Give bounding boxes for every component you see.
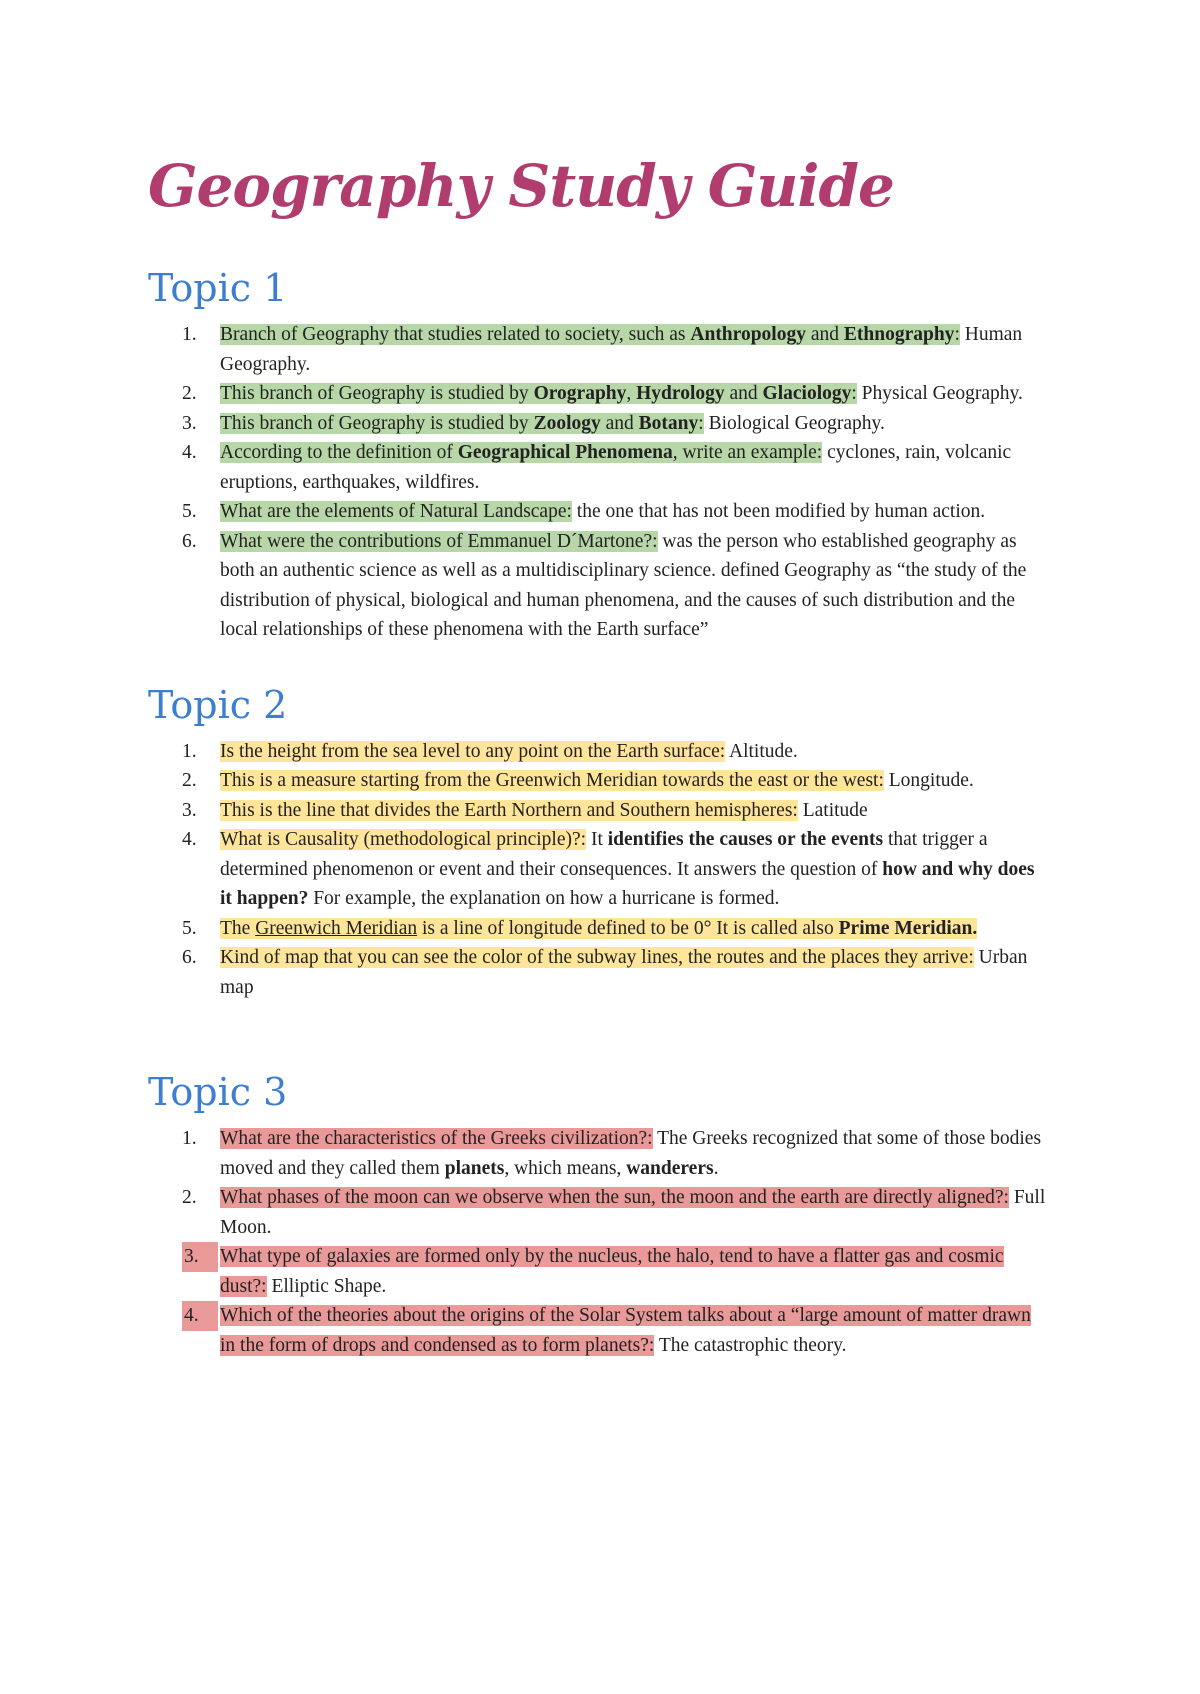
- answer-text: Human Geography.: [220, 324, 1023, 375]
- question-list: [148, 320, 1050, 645]
- question-highlight: What is Causality (methodological principle)?:: [220, 829, 587, 850]
- list-item: [148, 1124, 1050, 1183]
- item-number: 4.: [182, 829, 197, 850]
- question-highlight: According to the definition of Geographical Phenomena, write an example:: [220, 442, 823, 463]
- item-number: 3.: [182, 799, 197, 821]
- answer-text: Longitude.: [883, 770, 974, 791]
- item-number: 6.: [182, 530, 197, 552]
- list-item: [148, 737, 1050, 767]
- topic-heading: Topic 3: [148, 1070, 288, 1114]
- topic-heading: Topic 1: [148, 266, 288, 310]
- item-number: 1.: [182, 324, 197, 345]
- item-number: 4.: [182, 442, 197, 463]
- item-number: 2.: [182, 770, 197, 791]
- question-highlight: This is a measure starting from the Greenwich Meridian towards the east or the west:: [220, 770, 884, 791]
- item-number: 1.: [182, 740, 197, 762]
- question-highlight: Branch of Geography that studies related to society, such as Anthropology and Ethnography:: [220, 324, 960, 345]
- item-number: 2.: [182, 1187, 197, 1208]
- question-highlight: What are the elements of Natural Landscape:: [220, 501, 572, 522]
- list-item: [148, 1183, 1050, 1242]
- list-item: [148, 527, 1050, 645]
- list-item: [148, 497, 1050, 527]
- item-number: 1.: [182, 1128, 197, 1149]
- answer-text: It identifies the causes or the events that trigger a determined phenomenon or event and their consequences. It answers the question of how and why does it happen? For example, the explanation on how a hurricane is formed.: [220, 829, 1035, 909]
- question-highlight: This branch of Geography is studied by Orography, Hydrology and Glaciology:: [220, 383, 857, 404]
- item-number: 6.: [182, 947, 197, 968]
- answer-text: cyclones, rain, volcanic eruptions, earthquakes, wildfires.: [220, 442, 1012, 493]
- question-list: [148, 1124, 1050, 1360]
- list-item: [148, 438, 1050, 497]
- topic-section-3: [148, 1068, 1050, 1360]
- list-item: [148, 943, 1050, 1002]
- answer-text: was the person who established geography as both an authentic science as well as a multidisciplinary science. defined Geography as “the study of the distribution of physical, biological and human phenomena, and the causes of such distribution and the local relationships of these phenomena with the Earth surface”: [220, 530, 1027, 640]
- item-number: 3.: [182, 1242, 218, 1272]
- question-highlight: What phases of the moon can we observe when the sun, the moon and the earth are directly aligned?:: [220, 1187, 1009, 1208]
- answer-text: Full Moon.: [220, 1187, 1046, 1238]
- topic-section-1: [148, 264, 1050, 645]
- item-number: 3.: [182, 412, 197, 434]
- answer-text: Urban map: [220, 947, 1028, 998]
- answer-text: Altitude.: [725, 740, 798, 762]
- list-item: [148, 914, 1050, 944]
- answer-text: the one that has not been modified by human action.: [571, 501, 986, 522]
- list-item: [148, 766, 1050, 796]
- question-highlight: What are the characteristics of the Greeks civilization?:: [220, 1128, 653, 1149]
- question-highlight: What were the contributions of Emmanuel D´Martone?:: [220, 530, 658, 552]
- question-highlight: Is the height from the sea level to any point on the Earth surface:: [220, 740, 726, 762]
- question-highlight: Which of the theories about the origins of the Solar System talks about a “large amount of matter drawn in the form of drops and condensed as to form planets?:: [220, 1305, 1031, 1356]
- item-number: 4.: [182, 1301, 218, 1331]
- question-highlight: This is the line that divides the Earth Northern and Southern hemispheres:: [220, 799, 798, 821]
- underlined-term: Greenwich Meridian: [255, 917, 418, 939]
- question-highlight: What type of galaxies are formed only by the nucleus, the halo, tend to have a flatter gas and cosmic dust?:: [220, 1246, 1004, 1297]
- question-highlight: The Greenwich Meridian is a line of longitude defined to be 0° It is called also Prime Meridian.: [220, 917, 978, 939]
- document-title: Geography Study Guide: [148, 152, 894, 220]
- answer-text: Biological Geography.: [703, 412, 885, 434]
- item-number: 2.: [182, 383, 197, 404]
- list-item: [148, 320, 1050, 379]
- answer-text: Elliptic Shape.: [266, 1275, 387, 1297]
- answer-text: The Greeks recognized that some of those bodies moved and they called them planets, which means, wanderers.: [220, 1128, 1042, 1179]
- list-item: [148, 1242, 1050, 1301]
- topic-heading: Topic 2: [148, 682, 288, 727]
- list-item: [148, 825, 1050, 914]
- topic-section-2: [148, 681, 1050, 1003]
- question-highlight: This branch of Geography is studied by Zoology and Botany:: [220, 412, 704, 434]
- item-number: 5.: [182, 917, 197, 939]
- answer-text: Physical Geography.: [856, 383, 1023, 404]
- answer-text: The catastrophic theory.: [654, 1334, 847, 1356]
- list-item: [148, 796, 1050, 826]
- list-item: [148, 1301, 1050, 1360]
- list-item: [148, 379, 1050, 409]
- list-item: [148, 409, 1050, 439]
- question-highlight: Kind of map that you can see the color of the subway lines, the routes and the places they arrive:: [220, 947, 974, 968]
- answer-text: Latitude: [797, 799, 868, 821]
- item-number: 5.: [182, 501, 197, 522]
- question-list: [148, 737, 1050, 1003]
